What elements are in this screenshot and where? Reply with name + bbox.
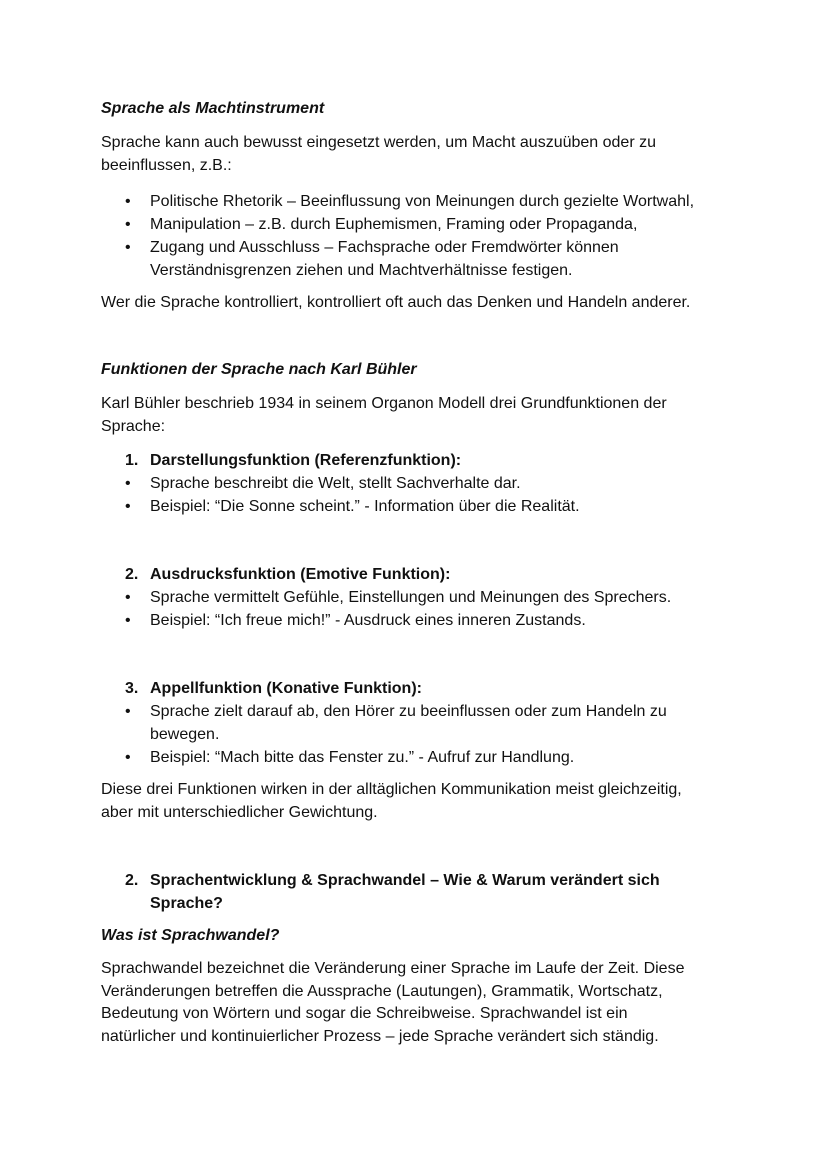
bullet-icon: • <box>125 239 131 256</box>
text-line: Sprache kann auch bewusst eingesetzt werden, um Macht auszuüben oder zu <box>101 134 656 151</box>
bullet-icon: • <box>125 475 131 492</box>
text-line: Karl Bühler beschrieb 1934 in seinem Organon Modell drei Grundfunktionen der <box>101 395 667 412</box>
bullet-icon: • <box>125 216 131 233</box>
function-title: Darstellungsfunktion (Referenzfunktion): <box>150 452 462 469</box>
darstellung-bullet-list <box>101 472 580 518</box>
sprachwandel-body <box>101 958 684 1048</box>
text-line: Bedeutung von Wörtern und sogar die Schreibweise. Sprachwandel ist ein <box>101 1005 628 1022</box>
list-item <box>101 700 667 746</box>
list-item-text: Beispiel: “Die Sonne scheint.” - Information über die Realität. <box>150 498 580 515</box>
text-line: beeinflussen, z.B.: <box>101 156 232 174</box>
bullet-icon: • <box>125 498 131 515</box>
list-item <box>101 586 671 609</box>
list-item <box>101 190 694 213</box>
list-item-text: Beispiel: “Mach bitte das Fenster zu.” - Aufruf zur Handlung. <box>150 749 575 766</box>
list-item <box>101 472 580 495</box>
section-heading-machtinstrument: Sprache als Machtinstrument <box>101 100 325 117</box>
list-item-text: Sprache zielt darauf ab, den Hörer zu beeinflussen oder zum Handeln zu <box>150 703 667 720</box>
title-line: Sprachentwicklung & Sprachwandel – Wie & Warum verändert sich <box>150 872 660 889</box>
list-item-text: Sprache vermittelt Gefühle, Einstellungen und Meinungen des Sprechers. <box>150 589 672 606</box>
text-line: Veränderungen betreffen die Aussprache (Lautungen), Grammatik, Wortschatz, <box>101 982 663 1000</box>
list-item-text: Zugang und Ausschluss – Fachsprache oder Fremdwörter können <box>150 239 619 256</box>
bullet-icon: • <box>125 703 131 720</box>
text-line: Sprachwandel bezeichnet die Veränderung einer Sprache im Laufe der Zeit. Diese <box>101 960 685 977</box>
machtinstrument-conclusion: Wer die Sprache kontrolliert, kontrolliert oft auch das Denken und Handeln anderer. <box>101 294 691 311</box>
section-heading-buehler: Funktionen der Sprache nach Karl Bühler <box>101 361 417 378</box>
machtinstrument-intro <box>101 132 656 177</box>
list-number: 2. <box>125 872 139 889</box>
bullet-icon: • <box>125 589 131 606</box>
list-item-text: Politische Rhetorik – Beeinflussung von Meinungen durch gezielte Wortwahl, <box>150 193 695 210</box>
list-item-text: Verständnisgrenzen ziehen und Machtverhältnisse festigen. <box>150 262 573 279</box>
bullet-icon: • <box>125 749 131 766</box>
bullet-icon: • <box>125 193 131 210</box>
bullet-icon: • <box>125 612 131 629</box>
subheading-was-ist-sprachwandel: Was ist Sprachwandel? <box>101 927 280 944</box>
list-number: 2. <box>125 566 139 583</box>
list-item <box>101 746 667 769</box>
text-line: aber mit unterschiedlicher Gewichtung. <box>101 803 378 821</box>
ausdruck-bullet-list <box>101 586 671 632</box>
list-number: 3. <box>125 680 139 697</box>
function-title: Ausdrucksfunktion (Emotive Funktion): <box>150 566 451 583</box>
list-item-text: Sprache beschreibt die Welt, stellt Sachverhalte dar. <box>150 475 521 492</box>
buehler-intro <box>101 393 667 438</box>
text-line: natürlicher und kontinuierlicher Prozess – jede Sprache verändert sich ständig. <box>101 1027 659 1045</box>
text-line: Diese drei Funktionen wirken in der alltäglichen Kommunikation meist gleichzeitig, <box>101 781 682 798</box>
text-line: Sprache: <box>101 417 166 435</box>
list-item <box>101 213 694 236</box>
appell-bullet-list <box>101 700 667 769</box>
machtinstrument-bullet-list <box>101 190 694 282</box>
list-item <box>101 495 580 518</box>
buehler-conclusion <box>101 779 682 824</box>
title-line: Sprache? <box>150 895 223 912</box>
list-number: 1. <box>125 452 139 469</box>
list-item-text: Manipulation – z.B. durch Euphemismen, Framing oder Propaganda, <box>150 216 638 233</box>
section-title <box>150 869 660 915</box>
function-title: Appellfunktion (Konative Funktion): <box>150 680 422 697</box>
list-item <box>101 236 694 282</box>
list-item-text: Beispiel: “Ich freue mich!” - Ausdruck eines inneren Zustands. <box>150 612 586 629</box>
list-item-text: bewegen. <box>150 726 220 743</box>
list-item <box>101 609 671 632</box>
